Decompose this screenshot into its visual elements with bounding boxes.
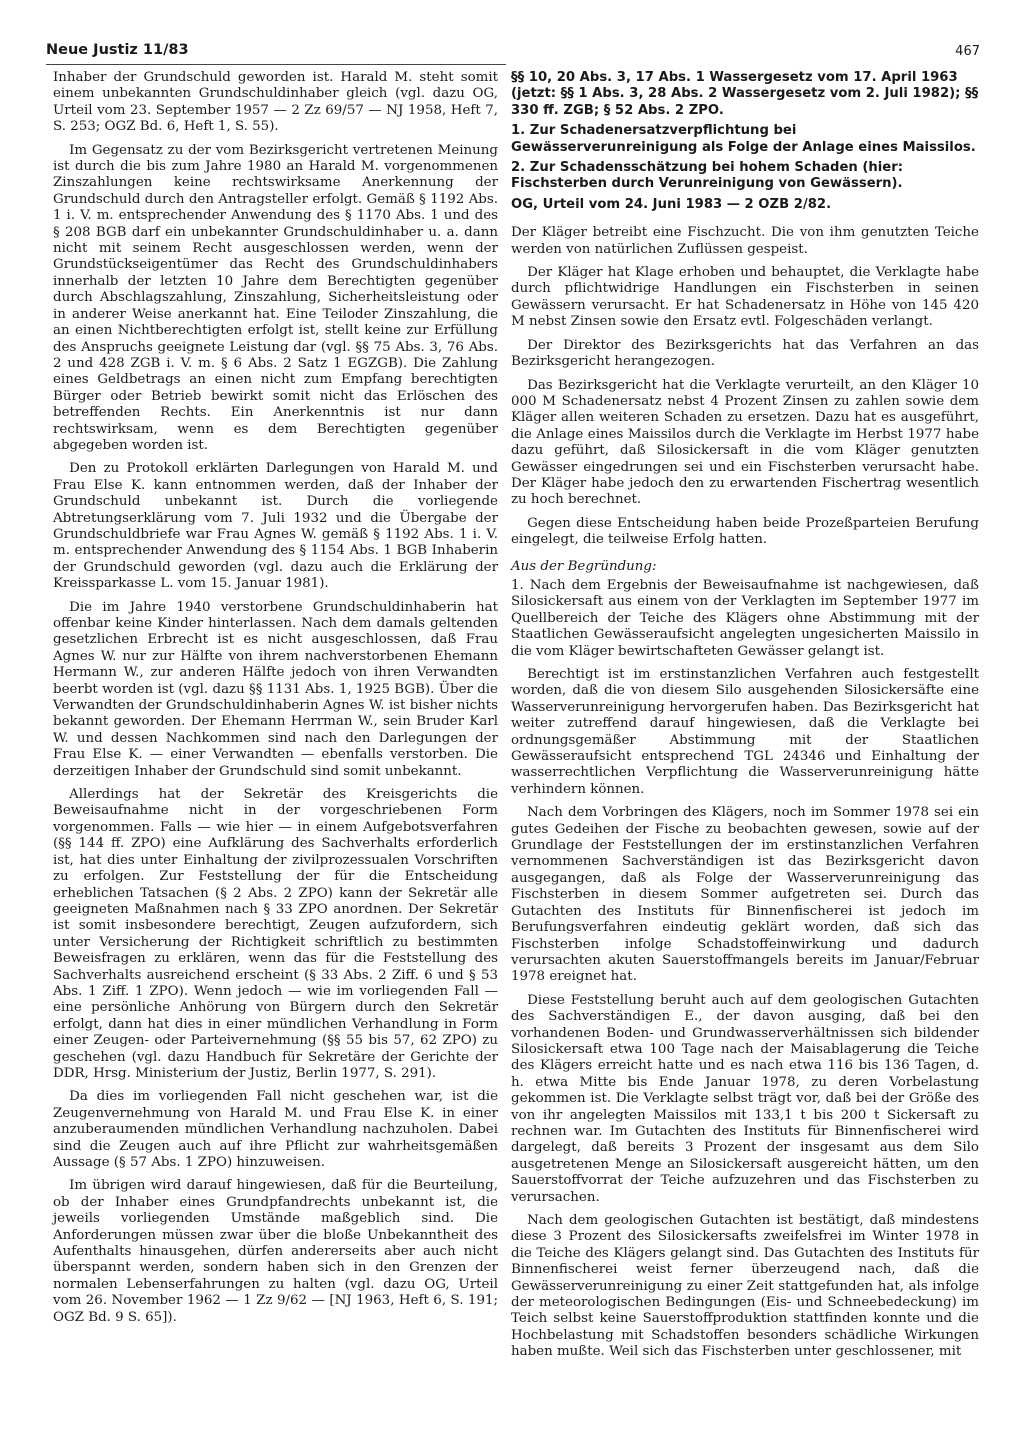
headnote-point-1: 1. Zur Schadenersatzverpflichtung bei Gewässerverunreinigung als Folge der Anlage eines Maissilos. (511, 123, 976, 155)
paragraph: Den zu Protokoll erklärten Darlegungen von Harald M. und Frau Else K. kann entnommen werden, daß der Inhaber der Grundschuld unbekannt ist. Durch die vorliegende Abtretungserklärung vom 7. Juli 1932 und die Übergabe der Grundschuldbriefe war Frau Agnes W. gemäß § 1192 Abs. 1 i. V. m. entsprechender Anwendung des § 1154 Abs. 1 BGB Inhaberin der Grundschuld geworden (vgl. dazu auch die Erklärung der Kreissparkasse L. vom 15. Januar 1981). (53, 461, 498, 592)
paragraph: Da dies im vorliegenden Fall nicht geschehen war, ist die Zeugenvernehmung von Harald M. und Frau Else K. in einer anzuberaumenden mündlichen Verhandlung nachzuholen. Dabei sind die Zeugen auch auf ihre Pflicht zur wahrheitsgemäßen Aussage (§ 57 Abs. 1 ZPO) hinzuweisen. (53, 1089, 498, 1170)
paragraph: 1. Nach dem Ergebnis der Beweisaufnahme ist nachgewiesen, daß Silosickersaft aus einem von der Verklagten im September 1977 im Quellbereich der Teiche des Klägers ohne Abstimmung mit der Staatlichen Gewässeraufsicht angelegten ungesicherten Maissilo in die vom Kläger bewirtschafteten Gewässer gelangt ist. (511, 577, 979, 659)
paragraph: Die im Jahre 1940 verstorbene Grundschuldinhaberin hat offenbar keine Kinder hinterlassen. Nach dem damals geltenden gesetzlichen Erbrecht ist es nicht ausgeschlossen, daß Frau Agnes W. nur zur Hälfte von ihrem nachverstorbenen Ehemann Hermann W., zur anderen Hälfte jedoch von ihren Verwandten beerbt worden ist (vgl. dazu §§ 1131 Abs. 1, 1925 BGB). Über die Verwandten der Grundschuldinhaberin Agnes W. ist bisher nichts bekannt geworden. Der Ehemann Herrman W., sein Bruder Karl W. und dessen Nachkommen sind nach den Darlegungen der Frau Else K. — einer Verwandten — ebenfalls verstorben. Die derzeitigen Inhaber der Grundschuld sind somit unbekannt. (53, 599, 498, 779)
paragraph: Nach dem Vorbringen des Klägers, noch im Sommer 1978 sei ein gutes Gedeihen der Fische zu beobachten gewesen, sowie auf der Grundlage der Feststellungen der im erstinstanzlichen Verfahren vernommenen Sachverständigen ist das Bezirksgericht davon ausgegangen, daß als Folge der Wasserverunreinigung das Fischsterben in diesem Sommer aufgetreten sei. Durch das Gutachten des Instituts für Binnenfischerei ist jedoch im Berufungsverfahren eindeutig geklärt worden, daß sich das Fischsterben infolge Schadstoffeinwirkung und dadurch verursachten akuten Sauerstoffmangels bereits im Januar/Februar 1978 ereignet hat. (511, 805, 979, 985)
left-column (53, 70, 498, 1333)
paragraph: Im übrigen wird darauf hingewiesen, daß für die Beurteilung, ob der Inhaber eines Grundpfandrechts unbekannt ist, die jeweils vorliegenden Umstände maßgeblich sind. Die Anforderungen müssen zwar über die bloße Unbekanntheit des Aufenthalts hinausgehen, dürfen andererseits aber auch nicht überspannt werden, sondern haben sich in den Grenzen der normalen Lebenserfahrungen zu halten (vgl. dazu OG, Urteil vom 26. November 1962 — 1 Zz 9/62 — [NJ 1963, Heft 6, S. 191; OGZ Bd. 9 S. 65]). (53, 1178, 498, 1325)
headnote-point-2: 2. Zur Schadensschätzung bei hohem Schaden (hier: Fischsterben durch Verunreinigung von Gewässern). (511, 160, 904, 192)
publication-title: Neue Justiz 11/83 (46, 42, 189, 58)
page-number: 467 (955, 44, 980, 59)
paragraph: Der Direktor des Bezirksgerichts hat das Verfahren an das Bezirksgericht herangezogen. (511, 337, 979, 370)
paragraph: Berechtigt ist im erstinstanzlichen Verfahren auch festgestellt worden, daß die von diesem Silo ausgehenden Silosickersäfte eine Wasserverunreinigung hervorgerufen haben. Das Bezirksgericht hat weiter zutreffend darauf hingewiesen, daß die Verklagte bei ordnungsgemäßer Abstimmung mit der Staatlichen Gewässeraufsicht entsprechend TGL 24346 und Einhaltung der wasserrechtlichen Verpflichtung die Wasserverunreinigung hätte verhindern können. (511, 667, 979, 797)
paragraph: Das Bezirksgericht hat die Verklagte verurteilt, an den Kläger 10 000 M Schadenersatz nebst 4 Prozent Zinsen zu zahlen sowie dem Kläger allen weiteren Schaden zu ersetzen. Dazu hat es ausgeführt, die Anlage eines Maissilos durch die Verklagte im Herbst 1977 habe dazu geführt, daß Silosickersaft in die vom Kläger genutzten Gewässer eingedrungen sei und ein Fischsterben verursacht habe. Der Kläger habe jedoch den zu erwartenden Fischertrag wesentlich zu hoch berechnet. (511, 377, 979, 508)
paragraph: Der Kläger betreibt eine Fischzucht. Die von ihm genutzten Teiche werden von natürlichen Zuflüssen gespeist. (511, 225, 979, 257)
reasons-heading: Aus der Begründung: (511, 558, 657, 574)
paragraph: Inhaber der Grundschuld geworden ist. Harald M. steht somit einem unbekannten Grundschuldinhaber gleich (vgl. dazu OG, Urteil vom 23. September 1957 — 2 Zz 69/57 — NJ 1958, Heft 7, S. 253; OGZ Bd. 6, Heft 1, S. 55). (53, 70, 498, 135)
paragraph: Nach dem geologischen Gutachten ist bestätigt, daß mindestens diese 3 Prozent des Silosickersafts zweifelsfrei im Winter 1978 in die Teiche des Klägers gelangt sind. Das Gutachten des Instituts für Binnenfischerei weist ferner überzeugend nach, daß die Gewässerverunreinigung zu einer Zeit stattgefunden hat, als infolge der meteorologischen Bedingungen (Eis- und Schneebedeckung) im Teich selbst keine Sauerstoffproduktion stattfinden konnte und die Hochbelastung mit Schadstoffen besonders schädliche Wirkungen haben mußte. Weil sich das Fischsterben unter geschlossener, mit (511, 1213, 979, 1360)
paragraph: Gegen diese Entscheidung haben beide Prozeßparteien Berufung eingelegt, die teilweise Erfolg hatten. (511, 515, 979, 548)
headnote-citation: OG, Urteil vom 24. Juni 1983 — 2 OZB 2/82. (511, 196, 832, 212)
paragraph: Der Kläger hat Klage erhoben und behauptet, die Verklagte habe durch pflichtwidrige Handlungen ein Fischsterben in seinen Gewässern verursacht. Er hat Schadenersatz in Höhe von 145 420 M nebst Zinsen sowie den Ersatz evtl. Folgeschäden verlangt. (511, 265, 979, 330)
page-header (46, 40, 980, 66)
header-rule (46, 64, 506, 65)
right-column (511, 70, 979, 1368)
headnote-statutes: §§ 10, 20 Abs. 3, 17 Abs. 1 Wassergesetz vom 17. April 1963 (jetzt: §§ 1 Abs. 3, 28 Abs. 2 Wassergesetz vom 2. Juli 1982); §§ 330 ff. ZGB; § 52 Abs. 2 ZPO. (511, 70, 979, 118)
paragraph: Allerdings hat der Sekretär des Kreisgerichts die Beweisaufnahme nicht in der vorgeschriebenen Form vorgenommen. Falls — wie hier — in einem Aufgebotsverfahren (§§ 144 ff. ZPO) eine Aufklärung des Sachverhalts erforderlich ist, hat dies unter Einhaltung der zivilprozessualen Vorschriften zu erfolgen. Zur Feststellung der für die Entscheidung erheblichen Tatsachen (§ 2 Abs. 2 ZPO) kann der Sekretär alle geeigneten Maßnahmen nach § 33 ZPO anordnen. Der Sekretär ist somit insbesondere berechtigt, Zeugen aufzufordern, sich unter Versicherung der Richtigkeit schriftlich zu bestimmten Beweisfragen zu erklären, wenn das für die Feststellung des Sachverhalts ausreichend erscheint (§ 33 Abs. 2 Ziff. 6 und § 53 Abs. 1 Ziff. 1 ZPO). Wenn jedoch — wie im vorliegenden Fall — eine persönliche Anhörung von Bürgern durch den Sekretär erfolgt, dann hat dies in einer mündlichen Verhandlung in Form einer Zeugen- oder Parteivernehmung (§§ 55 bis 57, 62 ZPO) zu geschehen (vgl. dazu Handbuch für Sekretäre der Gerichte der DDR, Hrsg. Ministerium der Justiz, Berlin 1977, S. 291). (53, 787, 498, 1081)
paragraph: Diese Feststellung beruht auch auf dem geologischen Gutachten des Sachverständigen E., der davon ausging, daß bei den vorhandenen Boden- und Grundwasserverhältnissen sich bildender Silosickersaft etwa 100 Tage nach der Maisablagerung die Teiche des Klägers erreicht hatte und es nach etwa 116 bis 136 Tagen, d. h. etwa Mitte bis Ende Januar 1978, zu deren Vorbelastung gekommen ist. Die Verklagte selbst trägt vor, daß bei der Größe des von ihr angelegten Maissilos mit 133,1 t bis 200 t Sickersaft zu rechnen war. Im Gutachten des Instituts für Binnenfischerei wird dargelegt, daß bereits 3 Prozent der insgesamt aus dem Silo ausgetretenen Menge an Silosickersaft ausgereicht hätten, um den Sauerstoffvorrat der Teiche aufzuzehren und das Fischsterben zu verursachen. (511, 992, 979, 1205)
paragraph: Im Gegensatz zu der vom Bezirksgericht vertretenen Meinung ist durch die bis zum Jahre 1980 an Harald M. vorgenommenen Zinszahlungen keine rechtswirksame Anerkennung der Grundschuld durch den Antragsteller erfolgt. Gemäß § 1192 Abs. 1 i. V. m. entsprechender Anwendung des § 1170 Abs. 1 und des § 208 BGB darf ein unbekannter Grundschuldinhaber u. a. dann nicht mit seinem Recht ausgeschlossen werden, wenn der Grundstückseigentümer das Recht des Grundschuldinhabers innerhalb der letzten 10 Jahre dem Berechtigten gegenüber durch Abschlagszahlung, Zinszahlung, Sicherheitsleistung oder in anderer Weise anerkannt hat. Eine Teiloder Zinszahlung, die an einen Nichtberechtigten erfolgt ist, stellt keine zur Erfüllung des Anspruchs geeignete Leistung dar (vgl. §§ 75 Abs. 3, 76 Abs. 2 und 428 ZGB i. V. m. § 6 Abs. 2 Satz 1 EGZGB). Die Zahlung eines Geldbetrags an einen nicht zum Empfang berechtigten Bürger oder Betrieb bewirkt somit nicht das Erlöschen des betreffenden Rechts. Ein Anerkenntnis ist nur dann rechtswirksam, wenn es dem Berechtigten gegenüber abgegeben worden ist. (53, 142, 498, 453)
